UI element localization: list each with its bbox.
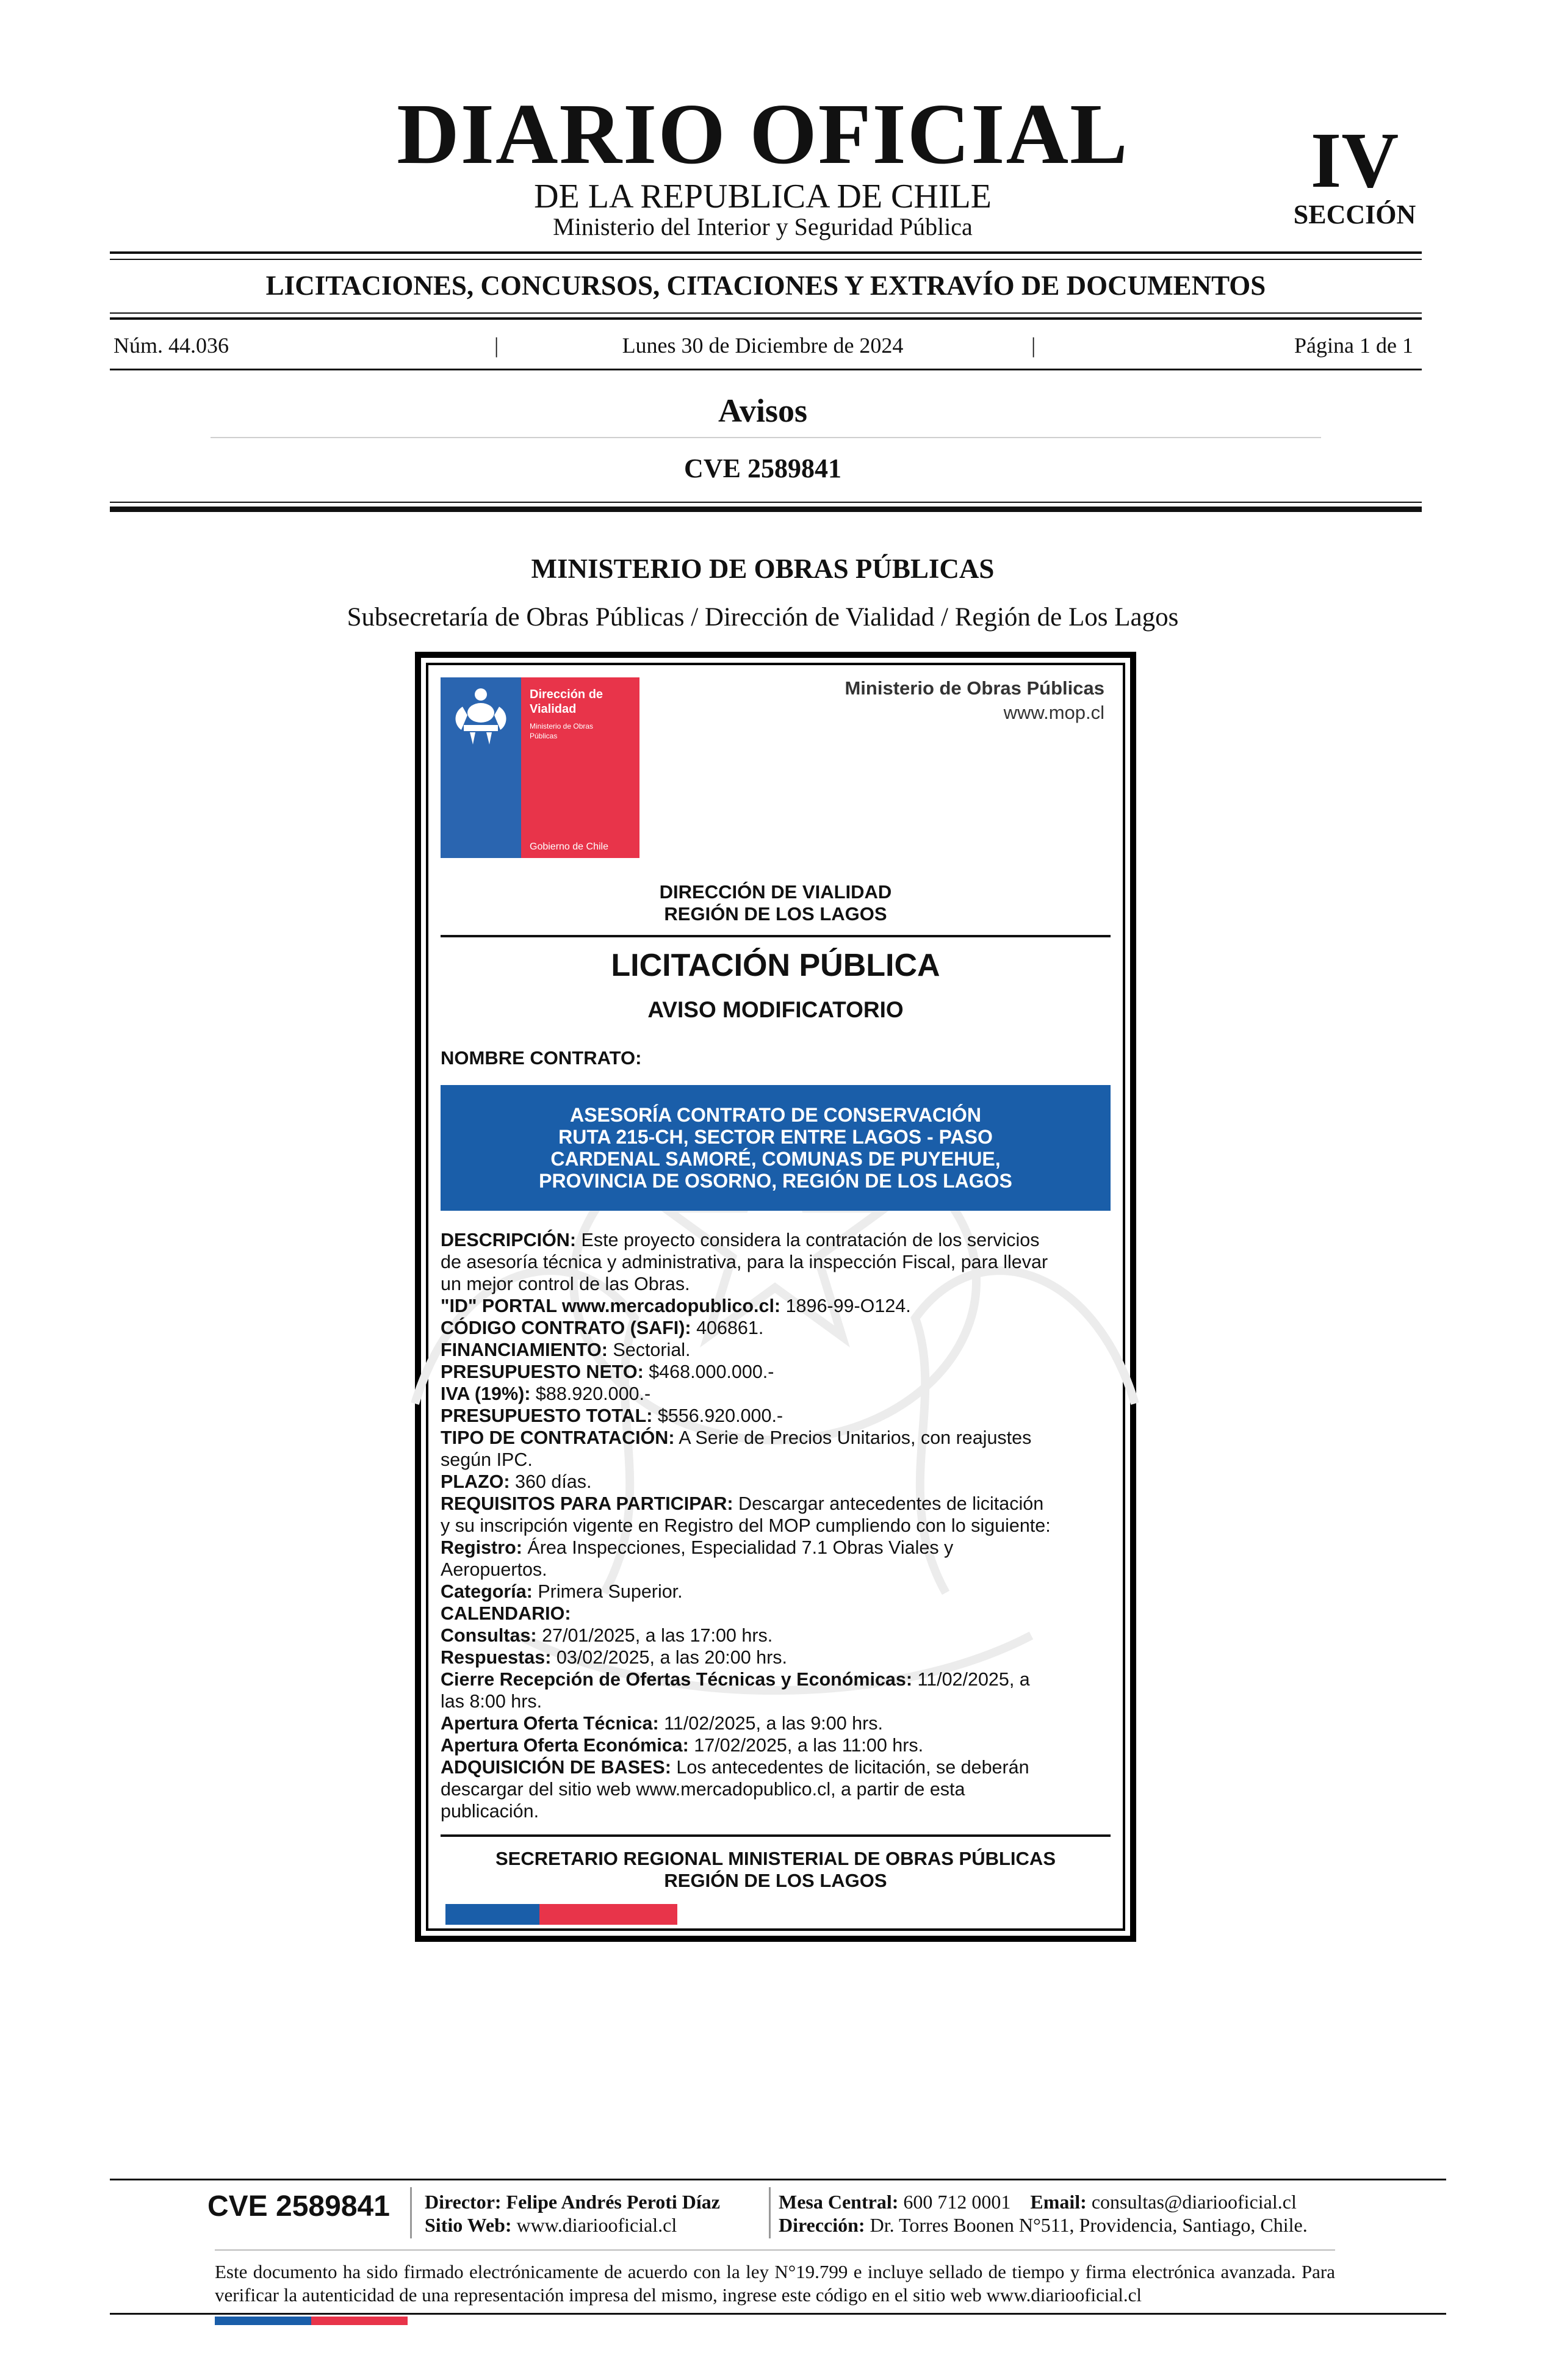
apertura-tecnica-line: Apertura Oferta Técnica: 11/02/2025, a las 9:00 hrs. (441, 1713, 884, 1734)
issue-number: Núm. 44.036 (113, 333, 229, 358)
logo-text-line2: Vialidad (530, 702, 577, 716)
section-label: SECCIÓN (1293, 200, 1416, 229)
categoria-line: Categoría: Primera Superior. (441, 1581, 683, 1602)
descripcion-line: un mejor control de las Obras. (441, 1274, 690, 1294)
descripcion-line: de asesoría técnica y administrativa, para la inspección Fiscal, para llevar (441, 1252, 1048, 1272)
ad-flag-blue (445, 1904, 539, 1925)
registro-line: Registro: Área Inspecciones, Especialidad 7.1 Obras Viales y (441, 1537, 954, 1558)
ad-body (441, 1229, 1111, 1822)
footer-email-link[interactable]: consultas@diariooficial.cl (1091, 2191, 1297, 2213)
descripcion-line: DESCRIPCIÓN: Este proyecto considera la contratación de los servicios (441, 1230, 1040, 1250)
section-rule-2 (110, 317, 1422, 320)
top-rule-2 (110, 259, 1422, 260)
ad-header-line1: DIRECCIÓN DE VIALIDAD (659, 881, 892, 903)
mop-web: www.mop.cl (1003, 702, 1104, 723)
direccion-vialidad-logo (441, 677, 639, 858)
footer-flag-blue (215, 2317, 311, 2325)
iva-line: IVA (19%): $88.920.000.- (441, 1383, 651, 1404)
newspaper-title: DIARIO OFICIAL (397, 85, 1129, 182)
contract-name-line: ASESORÍA CONTRATO DE CONSERVACIÓN (570, 1104, 981, 1126)
neto-line: PRESUPUESTO NETO: $468.000.000.- (441, 1361, 774, 1382)
contract-name-band (441, 1085, 1111, 1211)
total-line: PRESUPUESTO TOTAL: $556.920.000.- (441, 1405, 783, 1426)
calendario-heading: CALENDARIO: (441, 1603, 571, 1624)
footer-director: Director: Felipe Andrés Peroti Díaz (425, 2191, 720, 2213)
contract-name-line: PROVINCIA DE OSORNO, REGIÓN DE LOS LAGOS (539, 1170, 1012, 1192)
requisitos-line: REQUISITOS PARA PARTICIPAR: Descargar antecedentes de licitación (441, 1493, 1044, 1514)
newspaper-ministry: Ministerio del Interior y Seguridad Pública (553, 213, 973, 240)
registro-line: Aeropuertos. (441, 1559, 547, 1580)
financiamiento-line: FINANCIAMIENTO: Sectorial. (441, 1340, 691, 1360)
contract-label: NOMBRE CONTRATO: (441, 1047, 642, 1069)
category-rule (211, 437, 1321, 438)
footer-flag-red (311, 2317, 408, 2325)
consultas-line: Consultas: 27/01/2025, a las 17:00 hrs. (441, 1625, 773, 1646)
category-heading: Avisos (718, 392, 808, 429)
requisitos-line: y su inscripción vigente en Registro del MOP cumpliendo con lo siguiente: (441, 1515, 1051, 1536)
plazo-line: PLAZO: 360 días. (441, 1471, 592, 1492)
issue-page: Página 1 de 1 (1294, 333, 1413, 358)
respuestas-line: Respuestas: 03/02/2025, a las 20:00 hrs. (441, 1647, 788, 1668)
footer-divider (769, 2187, 771, 2238)
section-rule-1 (110, 312, 1422, 314)
bottom-rule-1 (110, 502, 1422, 503)
ad-header-line2: REGIÓN DE LOS LAGOS (664, 903, 887, 925)
ad-flag-red (539, 1904, 677, 1925)
adquisicion-line: ADQUISICIÓN DE BASES: Los antecedentes de licitación, se deberán (441, 1757, 1029, 1778)
suborganization: Subsecretaría de Obras Públicas / Dirección de Vialidad / Región de Los Lagos (347, 603, 1179, 632)
ad-subtitle: AVISO MODIFICATORIO (647, 997, 904, 1022)
footer-mesa: Mesa Central: 600 712 0001 Email: consultas@diariooficial.cl (779, 2191, 1297, 2213)
meta-separator: | (494, 333, 499, 358)
section-title: LICITACIONES, CONCURSOS, CITACIONES Y EXTRAVÍO DE DOCUMENTOS (265, 270, 1266, 301)
contract-name-line: CARDENAL SAMORÉ, COMUNAS DE PUYEHUE, (550, 1148, 1001, 1170)
footer-divider (410, 2187, 412, 2238)
meta-rule (110, 369, 1422, 370)
logo-gobierno: Gobierno de Chile (530, 842, 608, 852)
logo-text-line1: Dirección de (530, 688, 603, 701)
newspaper-subtitle: DE LA REPUBLICA DE CHILE (534, 178, 992, 215)
organization-title: MINISTERIO DE OBRAS PÚBLICAS (531, 554, 995, 584)
meta-separator: | (1031, 333, 1036, 358)
ad-header-rule (441, 935, 1111, 937)
top-rule-1 (110, 251, 1422, 254)
id-portal-line: "ID" PORTAL www.mercadopublico.cl: 1896-99-O124. (441, 1296, 911, 1316)
section-number: IV (1310, 117, 1399, 204)
mop-name: Ministerio de Obras Públicas (845, 677, 1104, 699)
contract-name-line: RUTA 215-CH, SECTOR ENTRE LAGOS - PASO (558, 1126, 993, 1148)
codigo-line: CÓDIGO CONTRATO (SAFI): 406861. (441, 1318, 764, 1338)
adquisicion-line: publicación. (441, 1801, 539, 1822)
issue-date: Lunes 30 de Diciembre de 2024 (622, 333, 904, 358)
cierre-line: Cierre Recepción de Ofertas Técnicas y Económicas: 11/02/2025, a (441, 1669, 1030, 1690)
footer-web-link[interactable]: www.diariooficial.cl (516, 2214, 677, 2236)
logo-text-line4: Públicas (530, 732, 558, 740)
ad-signature-rule (441, 1834, 1111, 1837)
ad-signature-line1: SECRETARIO REGIONAL MINISTERIAL DE OBRAS PÚBLICAS (495, 1848, 1056, 1869)
adquisicion-line: descargar del sitio web www.mercadopublico.cl, a partir de esta (441, 1779, 965, 1800)
footer-bottom-rule (110, 2313, 1446, 2315)
footer-legal-text: Este documento ha sido firmado electrónicamente de acuerdo con la ley N°19.799 e incluye sellado de tiempo y firma electrónica avanzada. Para verificar la autenticidad de una representación impresa del mismo, ingrese este código en el sitio web www.diariooficial.cl (215, 2261, 1335, 2306)
tipo-line: TIPO DE CONTRATACIÓN: A Serie de Precios Unitarios, con reajustes (441, 1427, 1032, 1448)
cierre-line: las 8:00 hrs. (441, 1691, 542, 1712)
footer-web: Sitio Web: www.diariooficial.cl (425, 2214, 677, 2236)
tipo-line: según IPC. (441, 1449, 533, 1470)
footer-top-rule (110, 2179, 1446, 2180)
ad-title: LICITACIÓN PÚBLICA (611, 948, 940, 983)
logo-text-line3: Ministerio de Obras (530, 722, 594, 730)
bottom-rule-2 (110, 507, 1422, 512)
footer-mid-rule (215, 2249, 1335, 2251)
cve-code: CVE 2589841 (684, 453, 841, 483)
footer-direccion: Dirección: Dr. Torres Boonen N°511, Providencia, Santiago, Chile. (779, 2214, 1308, 2236)
footer-cve: CVE 2589841 (207, 2190, 390, 2223)
apertura-economica-line: Apertura Oferta Económica: 17/02/2025, a las 11:00 hrs. (441, 1735, 924, 1756)
ad-signature-line2: REGIÓN DE LOS LAGOS (664, 1870, 887, 1891)
